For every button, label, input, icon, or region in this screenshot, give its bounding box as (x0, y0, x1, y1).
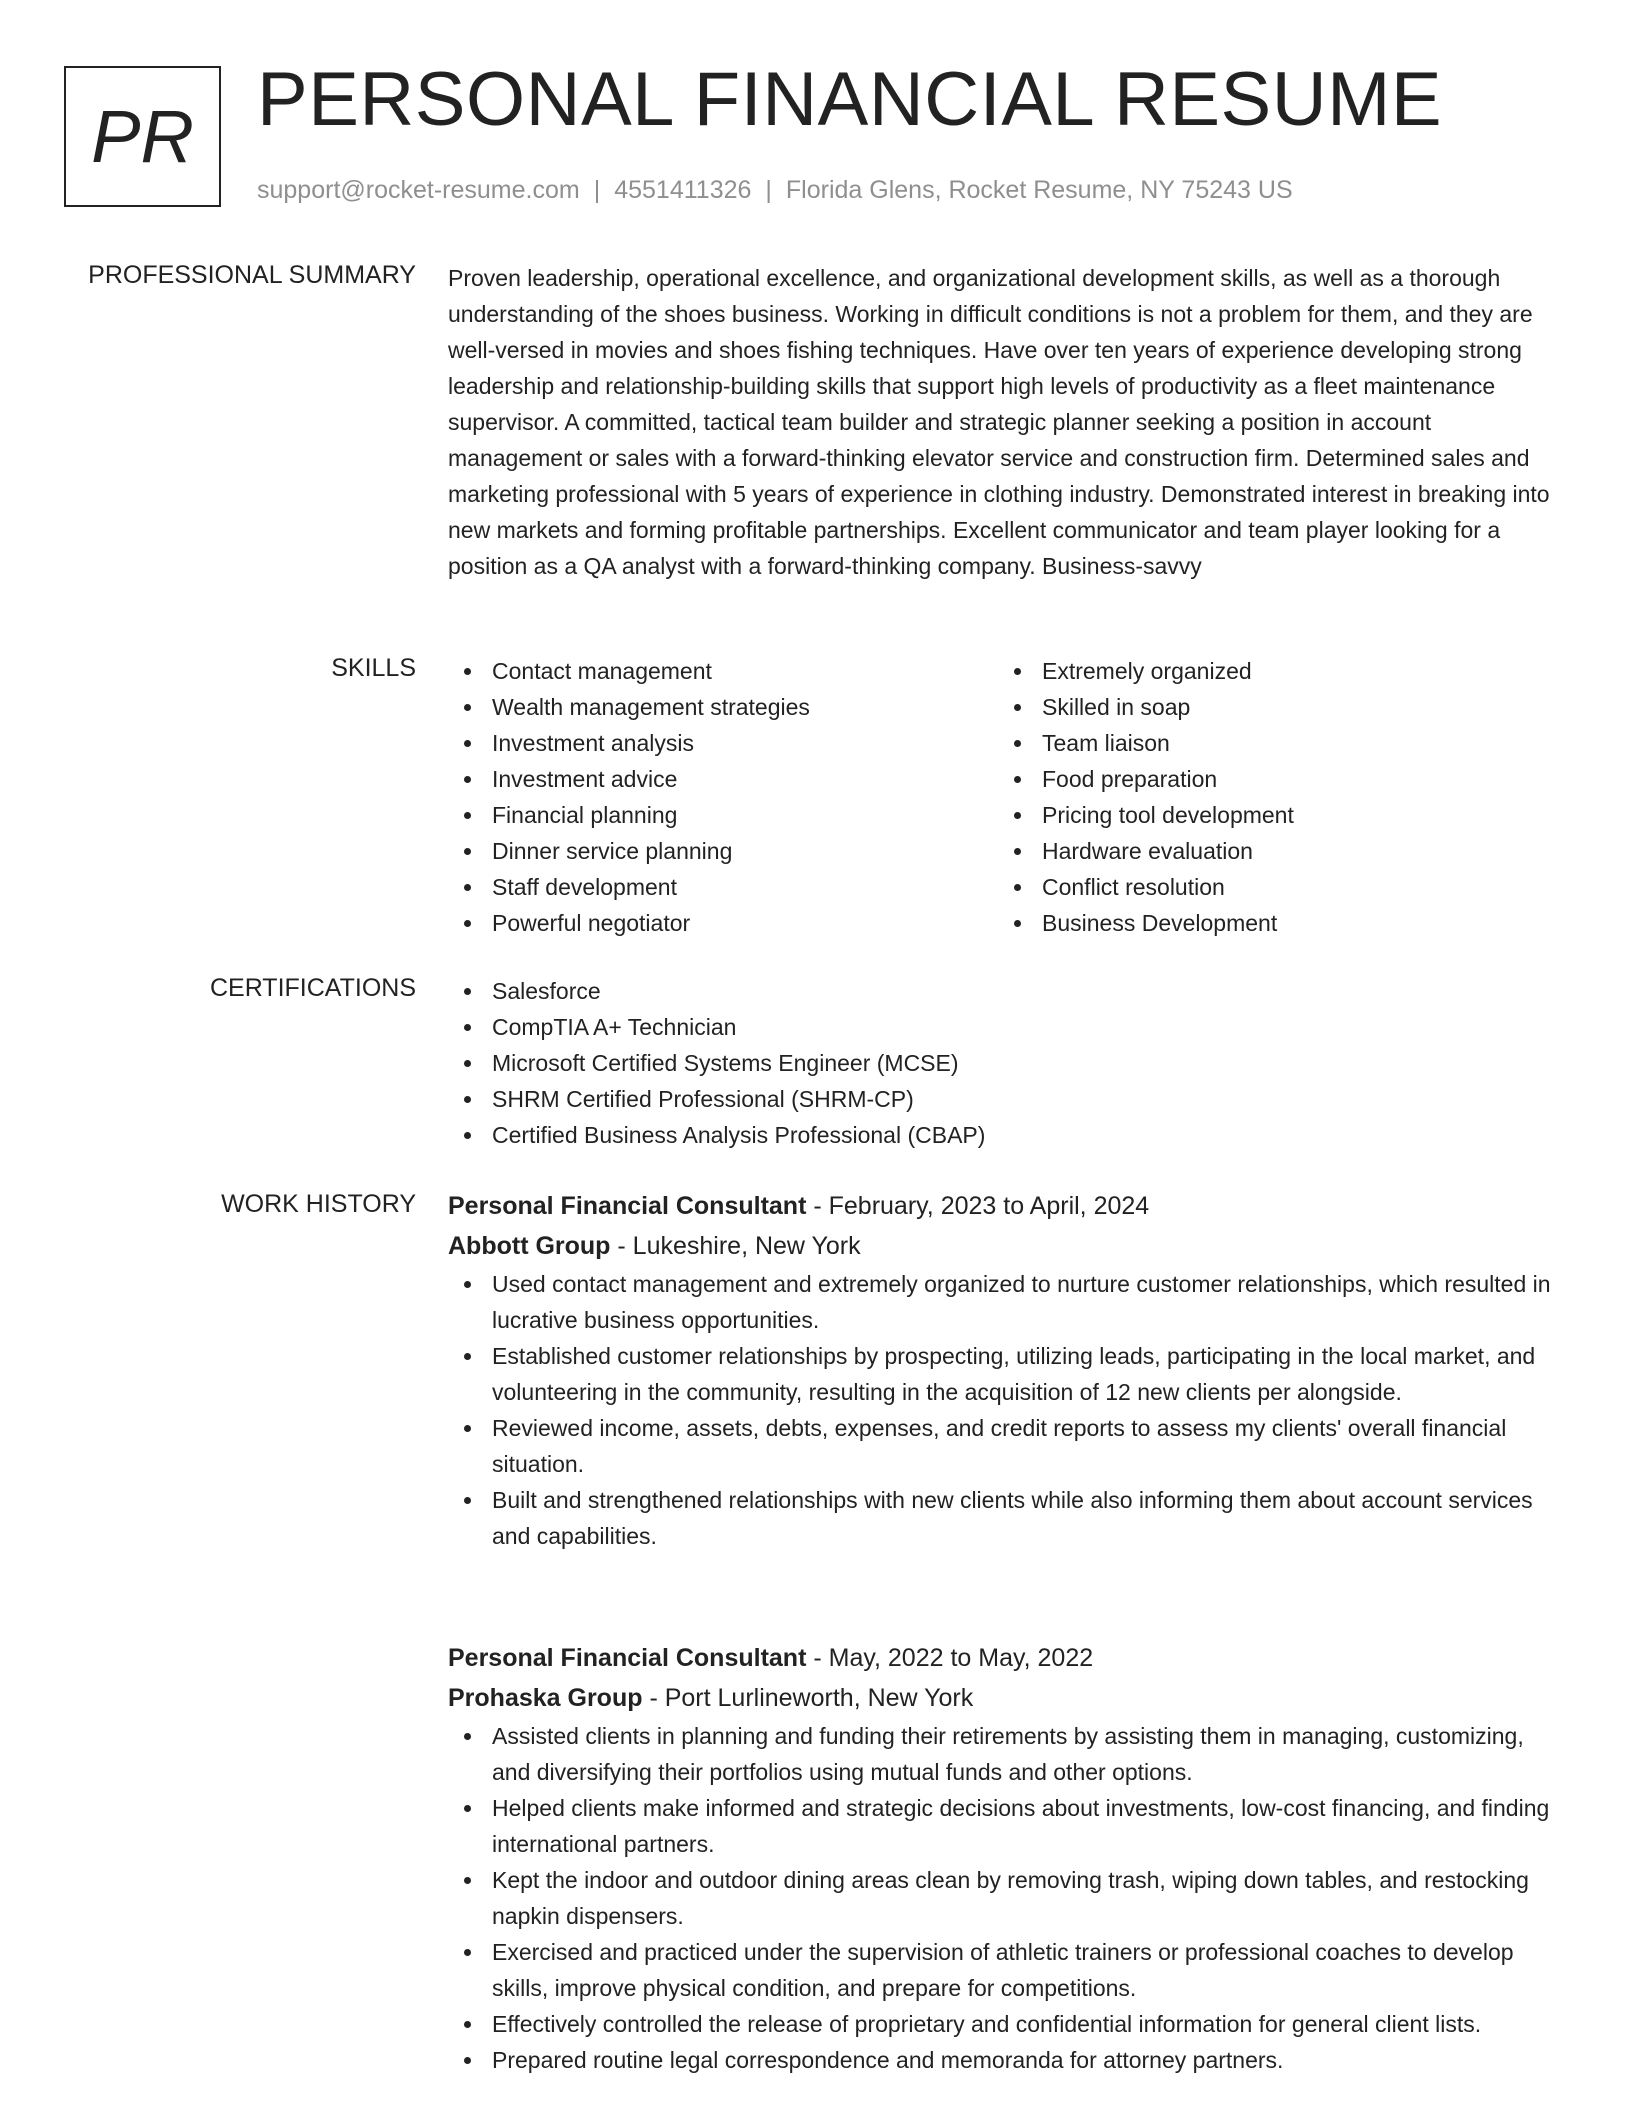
skill-item: Staff development (448, 869, 998, 905)
job-company-line (448, 1226, 1568, 1266)
certification-item: Certified Business Analysis Professional (CBAP) (448, 1117, 1568, 1153)
skill-item: Powerful negotiator (448, 905, 998, 941)
certification-item: CompTIA A+ Technician (448, 1009, 1568, 1045)
skill-item: Pricing tool development (998, 797, 1548, 833)
resume-title: PERSONAL FINANCIAL RESUME (257, 57, 1443, 142)
skill-item: Food preparation (998, 761, 1548, 797)
skill-item: Investment advice (448, 761, 998, 797)
certifications-list (448, 973, 1568, 1153)
certification-item: SHRM Certified Professional (SHRM-CP) (448, 1081, 1568, 1117)
job-bullet: Exercised and practiced under the supervision of athletic trainers or professional coaches to develop skills, improve physical condition, and prepare for competitions. (448, 1934, 1568, 2006)
skill-item: Extremely organized (998, 653, 1548, 689)
skill-item: Conflict resolution (998, 869, 1548, 905)
skill-item: Hardware evaluation (998, 833, 1548, 869)
job-location: - Lukeshire, New York (610, 1232, 861, 1260)
job-bullet: Assisted clients in planning and funding their retirements by assisting them in managing, customizing, and diversifying their portfolios using mutual funds and other options. (448, 1718, 1568, 1790)
skill-item: Dinner service planning (448, 833, 998, 869)
skill-item: Team liaison (998, 725, 1548, 761)
section-heading: CERTIFICATIONS (209, 974, 416, 1002)
job-bullet: Used contact management and extremely organized to nurture customer relationships, which resulted in lucrative business opportunities. (448, 1266, 1568, 1338)
job-title: Personal Financial Consultant (448, 1192, 807, 1220)
monogram-logo: PR (64, 66, 221, 207)
section-heading: SKILLS (331, 654, 416, 682)
contact-line (257, 176, 1293, 205)
summary-text: Proven leadership, operational excellence, and organizational development skills, as well as a thorough understanding of the shoes business. Working in difficult conditions is not a problem for them, and they are well-versed in movies and shoes fishing techniques. Have over ten years of experience developing strong leadership and relationship-building skills that support high levels of productivity as a fleet maintenance supervisor. A committed, tactical team builder and strategic planner seeking a position in account management or sales with a forward-thinking elevator service and construction firm. Determined sales and marketing professional with 5 years of experience in clothing industry. Demonstrated interest in breaking into new markets and forming profitable partnerships. Excellent communicator and team player looking for a position as a QA analyst with a forward-thinking company. Business-savvy (448, 265, 1550, 579)
contact-email: support@rocket-resume.com (257, 176, 580, 204)
contact-separator: | (765, 176, 772, 204)
job-dates: - February, 2023 to April, 2024 (806, 1192, 1150, 1220)
job-title: Personal Financial Consultant (448, 1644, 807, 1672)
skill-item: Contact management (448, 653, 998, 689)
section-heading: WORK HISTORY (221, 1190, 416, 1218)
job-bullets (448, 1266, 1568, 1554)
job-bullet: Established customer relationships by prospecting, utilizing leads, participating in the local market, and volunteering in the community, resulting in the acquisition of 12 new clients per alongside. (448, 1338, 1568, 1410)
job-bullet: Effectively controlled the release of proprietary and confidential information for general client lists. (448, 2006, 1568, 2042)
job-dates: - May, 2022 to May, 2022 (806, 1644, 1094, 1672)
section-heading: PROFESSIONAL SUMMARY (88, 261, 416, 289)
job-bullet: Prepared routine legal correspondence and memoranda for attorney partners. (448, 2042, 1568, 2078)
job-bullet: Built and strengthened relationships with new clients while also informing them about account services and capabilities. (448, 1482, 1568, 1554)
skill-item: Investment analysis (448, 725, 998, 761)
job-company: Prohaska Group (448, 1684, 643, 1712)
job-bullet: Kept the indoor and outdoor dining areas clean by removing trash, wiping down tables, and restocking napkin dispensers. (448, 1862, 1568, 1934)
job-company-line (448, 1678, 1568, 1718)
skills-list-right (998, 653, 1548, 941)
certification-item: Microsoft Certified Systems Engineer (MCSE) (448, 1045, 1568, 1081)
job-entry (448, 1186, 1568, 1554)
job-location: - Port Lurlineworth, New York (642, 1684, 974, 1712)
skills-list-left (448, 653, 998, 941)
job-bullet: Reviewed income, assets, debts, expenses, and credit reports to assess my clients' overall financial situation. (448, 1410, 1568, 1482)
skill-item: Business Development (998, 905, 1548, 941)
skill-item: Financial planning (448, 797, 998, 833)
skill-item: Skilled in soap (998, 689, 1548, 725)
job-bullet: Helped clients make informed and strategic decisions about investments, low-cost financing, and finding international partners. (448, 1790, 1568, 1862)
job-company: Abbott Group (448, 1232, 611, 1260)
job-title-line (448, 1638, 1568, 1678)
contact-phone: 4551411326 (614, 176, 752, 204)
contact-separator: | (593, 176, 601, 204)
skill-item: Wealth management strategies (448, 689, 998, 725)
certification-item: Salesforce (448, 973, 1568, 1009)
job-bullets (448, 1718, 1568, 2078)
job-title-line (448, 1186, 1568, 1226)
job-entry (448, 1638, 1568, 2078)
contact-address: Florida Glens, Rocket Resume, NY 75243 US (785, 176, 1293, 204)
